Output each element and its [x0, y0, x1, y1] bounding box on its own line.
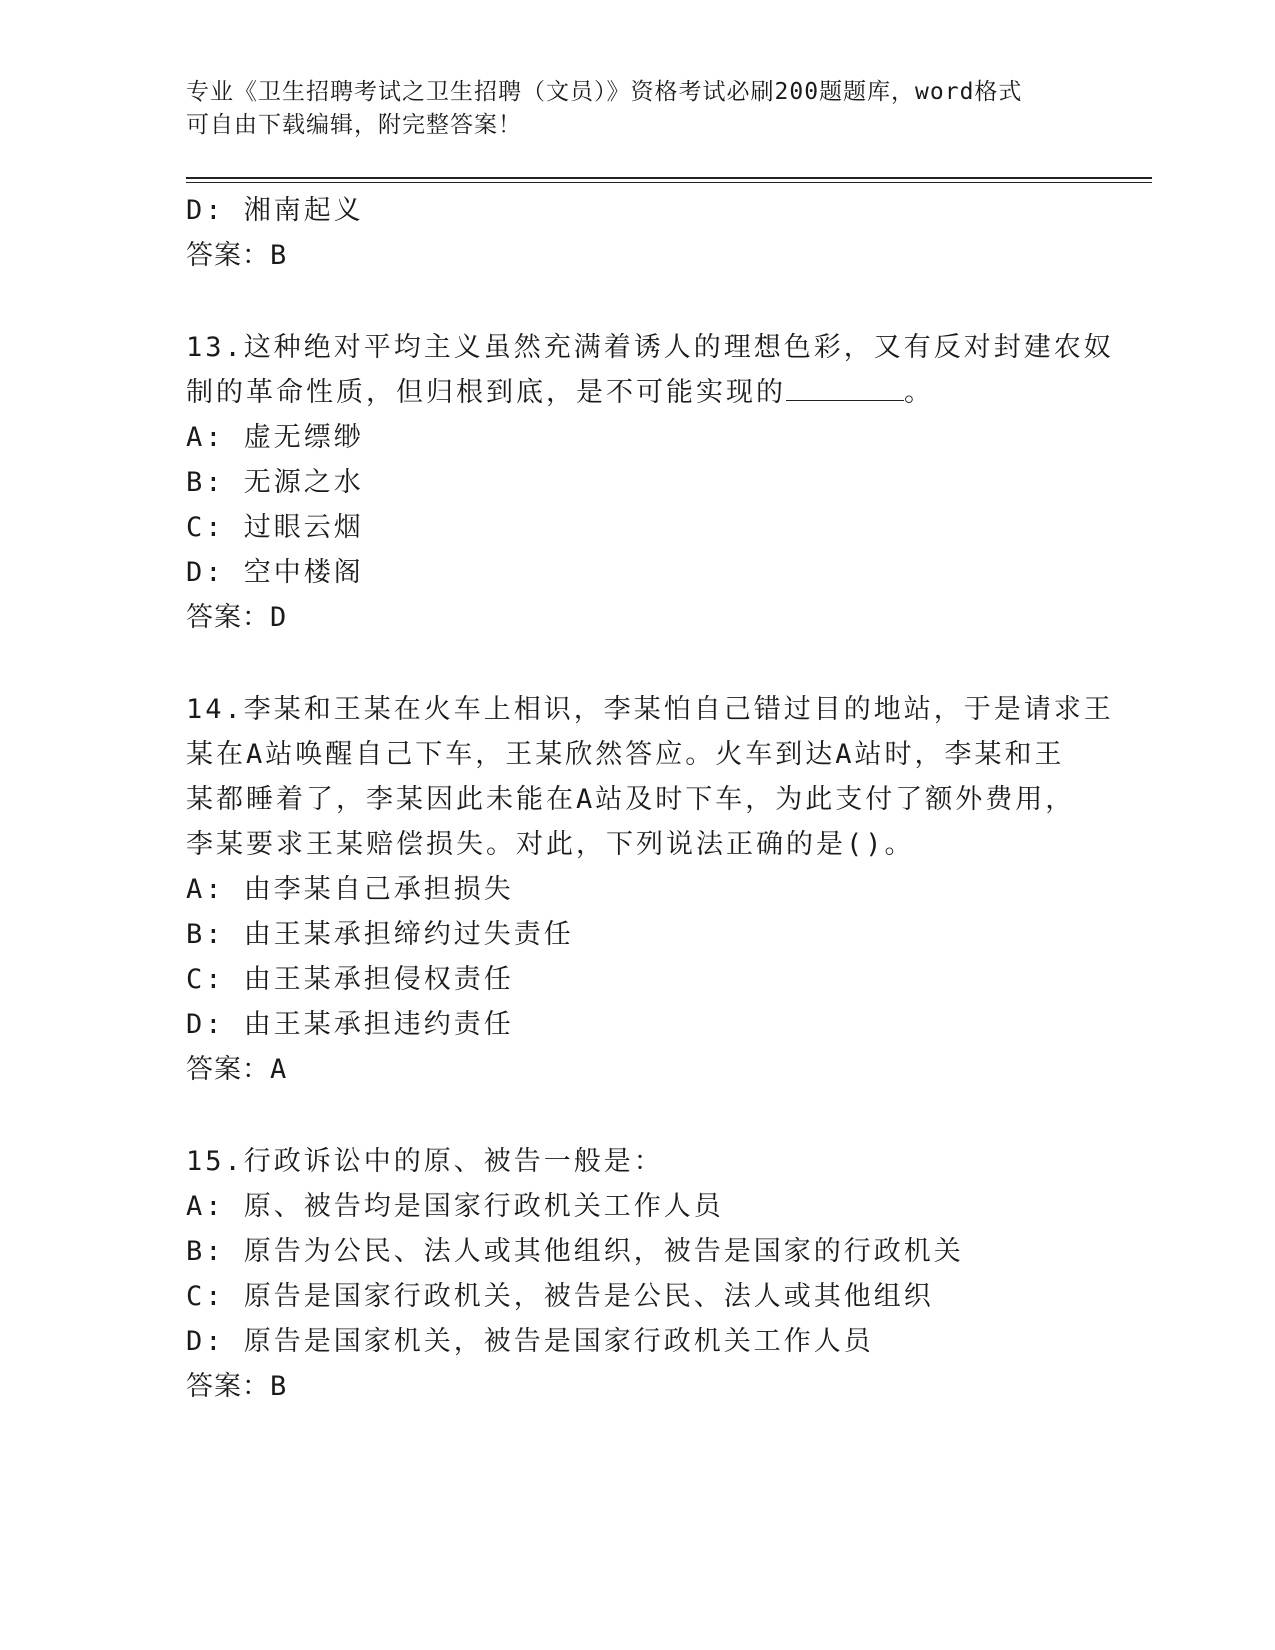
- question-stem-line: 某都睡着了，李某因此未能在A站及时下车，为此支付了额外费用，: [186, 784, 1076, 815]
- question-stem-line: 李某要求王某赔偿损失。对此，下列说法正确的是()。: [186, 829, 915, 860]
- option-b: B: 由王某承担缔约过失责任: [186, 919, 574, 950]
- question-stem-line: 15.行政诉讼中的原、被告一般是：: [186, 1146, 664, 1177]
- question-14: [186, 687, 1114, 1092]
- option-a: A: 由李某自己承担损失: [186, 874, 514, 905]
- fill-in-blank: [786, 370, 904, 401]
- spacer: [186, 278, 1086, 325]
- option-d: D: 原告是国家机关，被告是国家行政机关工作人员: [186, 1326, 874, 1357]
- option-a: A: 原、被告均是国家行政机关工作人员: [186, 1191, 724, 1222]
- header-title-line-2: 可自由下载编辑，附完整答案！: [186, 112, 522, 138]
- option-d: D: 由王某承担违约责任: [186, 1009, 514, 1040]
- document-header: [186, 76, 1066, 142]
- option-c: C: 过眼云烟: [186, 512, 364, 543]
- question-12-tail: [186, 188, 1086, 278]
- option-b: B: 原告为公民、法人或其他组织，被告是国家的行政机关: [186, 1236, 964, 1267]
- option-c: C: 原告是国家行政机关，被告是公民、法人或其他组织: [186, 1281, 934, 1312]
- question-stem-line: 14.李某和王某在火车上相识，李某怕自己错过目的地站，于是请求王: [186, 694, 1114, 725]
- spacer: [186, 640, 1086, 687]
- answer-line: 答案：A: [186, 1054, 288, 1085]
- question-stem-line: [186, 370, 1086, 415]
- answer-line: 答案：B: [186, 1371, 288, 1402]
- answer-line: 答案：B: [186, 240, 288, 271]
- header-title-line-1: 专业《卫生招聘考试之卫生招聘（文员）》资格考试必刷200题题库，word格式: [186, 79, 1023, 105]
- option-b: B: 无源之水: [186, 467, 364, 498]
- question-stem-text: 制的革命性质，但归根到底，是不可能实现的: [186, 377, 786, 408]
- option-d: D: 湘南起义: [186, 195, 364, 226]
- question-15: [186, 1139, 1086, 1409]
- question-stem-line: 13.这种绝对平均主义虽然充满着诱人的理想色彩，又有反对封建农奴: [186, 332, 1114, 363]
- question-stem-end: 。: [904, 377, 934, 408]
- option-a: A: 虚无缥缈: [186, 422, 364, 453]
- header-divider-thick: [186, 177, 1152, 179]
- question-list: [186, 188, 1114, 1409]
- option-d: D: 空中楼阁: [186, 557, 364, 588]
- question-13: [186, 325, 1114, 640]
- answer-line: 答案：D: [186, 602, 288, 633]
- question-stem-line: 某在A站唤醒自己下车，王某欣然答应。火车到达A站时，李某和王: [186, 739, 1065, 770]
- header-divider-thin: [186, 182, 1152, 183]
- spacer: [186, 1092, 1086, 1139]
- option-c: C: 由王某承担侵权责任: [186, 964, 514, 995]
